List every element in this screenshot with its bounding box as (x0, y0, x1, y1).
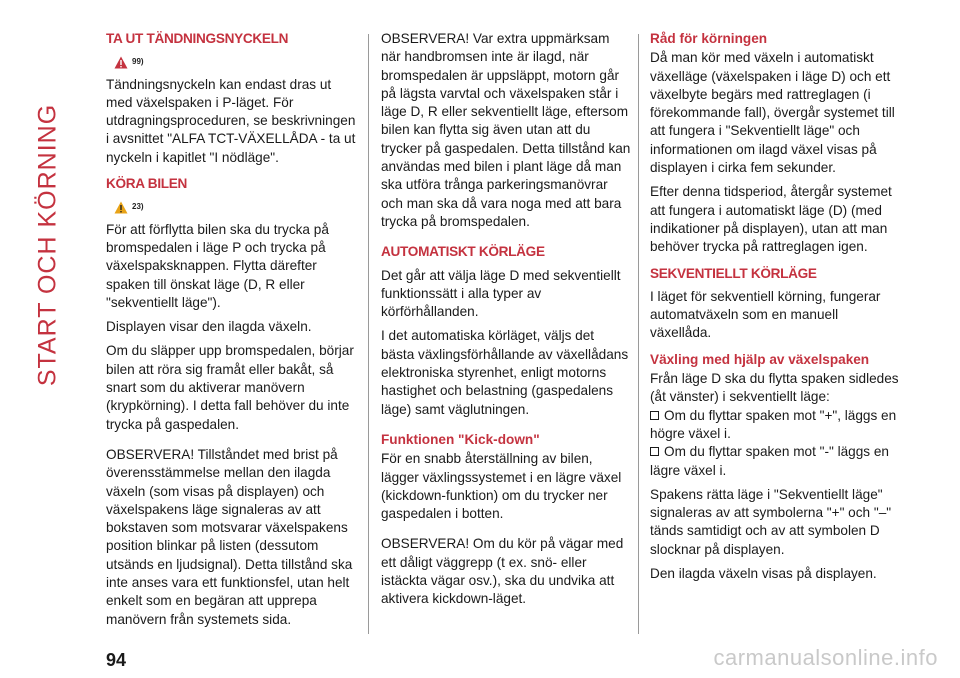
paragraph: Då man kör med växeln i automatiskt växelläge (växelspaken i läge D) och ett växelbyte begärs med rattreglagen (i förekommande fall), övergår systemet till att fungera i "Sekventiellt läge" och informationen om ilagd växel visas på displayen i cirka fem sekunder. (650, 50, 895, 176)
paragraph: OBSERVERA! Tillståndet med brist på överensstämmelse mellan den ilagda växeln (som visas på displayen) och växelspakens läge signaleras av att bokstaven som motsvarar växelspakens position blinkar på listen (dessutom utsänds en ljudsignal). Detta tillstånd ska inte anses vara ett funktionsfel, utan helt enkelt som en begäran att upprepa manövern från systemets sida. (106, 446, 353, 627)
paragraph: Det går att välja läge D med sekventiellt funktionssätt i alla typer av körförhållanden. (381, 267, 621, 320)
bullet-text: Om du flyttar spaken mot "+", läggs en högre växel i. (650, 407, 897, 441)
column-3 (650, 30, 902, 589)
column-1 (106, 30, 360, 635)
note-number: 23) (132, 202, 144, 212)
paragraph: Den ilagda växeln visas på displayen. (650, 566, 877, 582)
paragraph: Om du släpper upp bromspedalen, börjar bilen att röra sig framåt eller bakåt, så snart som du aktiverar manövern (krypkörning). I detta fall behöver du inte trycka på gaspedalen. (106, 343, 354, 432)
paragraph: Efter denna tidsperiod, återgår systemet att fungera i automatiskt läge (D) (med indikationer på displayen), utan att man behöver trycka på rattreglagen igen. (650, 184, 892, 255)
note-number: 99) (132, 57, 144, 67)
heading-remove-key: TA UT TÄNDNINGSNYCKELN (106, 31, 289, 46)
paragraph: I det automatiska körläget, väljs det bästa växlingsförhållande av växellådans elektroniska styrenhet, enligt motorns hastighet och belastning (gaspedalens läge) samt väglutningen. (381, 328, 629, 417)
bullet-text: Om du flyttar spaken mot "-" läggs en lägre växel i. (650, 444, 889, 478)
paragraph: För en snabb återställning av bilen, lägger växlingssystemet i en lägre växel (kickdown-funktion) om du trycker ner gaspedalen i botten. (381, 451, 622, 522)
section-side-title: START OCH KÖRNING (33, 103, 62, 387)
column-divider (638, 34, 639, 634)
column-divider (368, 34, 369, 634)
heading-drive-car: KÖRA BILEN (106, 176, 188, 192)
paragraph: OBSERVERA! Var extra uppmärksam när handbromsen inte är ilagd, när bromspedalen är uppsläppt, motorn går på lägsta varvtal och växelspaken står i läge D, R eller sekventiellt läge, eftersom bilen kan flytta sig även utan att du trycker på gaspedalen. Detta tillstånd kan användas med bilen i plant läge då man ska utföra trånga parkeringsmanövrar och man ska då vara noga med att bara trycka på bromspedalen. (381, 31, 631, 229)
heading-sequential-mode: SEKVENTIELLT KÖRLÄGE (650, 265, 817, 281)
heading-driving-tips: Råd för körningen (650, 31, 768, 46)
paragraph: Spakens rätta läge i "Sekventiellt läge" signaleras av att symbolerna "+" och "–" tänds samtidigt och av att symbolen D slocknar på displayen. (650, 486, 892, 557)
caution-note-ref (114, 198, 360, 216)
checkbox-bullet-icon (650, 447, 659, 456)
paragraph: Tändningsnyckeln kan endast dras ut med växelspaken i P-läget. För utdragningsproceduren, se beskrivningen i avsnittet "ALFA TCT-VÄXELLÅDA - ta ut nyckeln i kapitlet "I nödläge". (106, 76, 356, 165)
caution-triangle-icon (114, 201, 128, 214)
heading-automatic-mode: AUTOMATISKT KÖRLÄGE (381, 244, 545, 260)
watermark: carmanualsonline.info (713, 645, 938, 670)
bullet-item (650, 407, 902, 444)
paragraph: För att förflytta bilen ska du trycka på bromspedalen i läge P och trycka på växelspaksknappen. Flytta därefter spaken till önskat läge (D, R eller "sekventiellt läge"). (106, 221, 329, 310)
page-number: 94 (106, 650, 127, 670)
paragraph: Displayen visar den ilagda växeln. (106, 319, 312, 335)
column-2 (381, 30, 631, 615)
paragraph: I läget för sekventiell körning, fungerar automatväxeln som en manuell växellåda. (650, 288, 881, 341)
heading-shift-with-lever: Växling med hjälp av växelspaken (650, 351, 870, 367)
heading-kick-down: Funktionen "Kick-down" (381, 431, 540, 447)
checkbox-bullet-icon (650, 411, 659, 420)
paragraph: OBSERVERA! Om du kör på vägar med ett dåligt väggrepp (t ex. snö- eller istäckta vägar osv.), ska du undvika att aktivera kickdown-läget. (381, 536, 624, 607)
paragraph: Från läge D ska du flytta spaken sidledes (åt vänster) i sekventiellt läge: (650, 371, 899, 405)
warning-triangle-icon (114, 56, 128, 69)
bullet-item (650, 443, 902, 480)
warning-note-ref (114, 53, 360, 71)
